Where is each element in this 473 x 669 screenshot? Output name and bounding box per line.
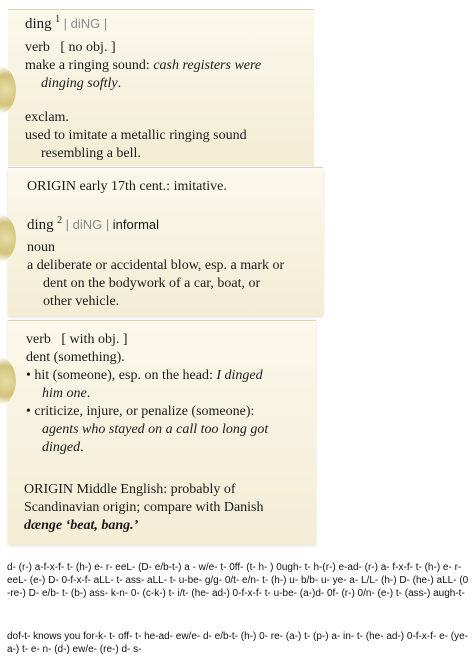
example-cont-text: dinged [42, 440, 81, 455]
headword: ding [27, 217, 54, 233]
register-label: informal [112, 217, 160, 232]
pos-line [25, 39, 116, 56]
binder-ring-decoration [0, 66, 16, 114]
bullet-sense-1 [26, 367, 263, 384]
example-period: . [117, 76, 122, 91]
definition-line [25, 57, 261, 74]
example-cont [41, 75, 121, 92]
definition-cont: dent on the bodywork of a car, boat, or [43, 276, 261, 291]
origin-etymon: dænge ‘beat, bang.’ [24, 518, 139, 533]
binder-ring-decoration [0, 357, 16, 405]
bullet: • [26, 368, 31, 383]
definition: make a ringing sound: [25, 58, 154, 73]
example-period: . [86, 386, 91, 401]
origin-line: ORIGIN Middle English: probably of [24, 482, 236, 497]
grammar-note: [ no obj. ] [60, 40, 116, 55]
example-cont-text: dinging softly [41, 76, 118, 91]
example [42, 421, 268, 438]
definition-exclam: used to imitate a metallic ringing sound [25, 128, 247, 143]
example-period: . [80, 440, 84, 455]
origin-line-cont: Scandinavian origin; compare with Danish [24, 500, 264, 515]
definition-cont: other vehicle. [43, 294, 120, 309]
definition: a deliberate or accidental blow, esp. a mark or [27, 258, 285, 273]
headword: ding [25, 16, 52, 32]
pronunciation: | diNG | [65, 217, 110, 232]
part-of-speech: verb [25, 40, 50, 55]
bullet: • [26, 404, 31, 419]
bullet-sense-2 [26, 403, 254, 420]
part-of-speech: noun [27, 240, 55, 255]
example-text: agents who stayed on a call too long got [42, 422, 269, 437]
homograph-number: 1 [55, 14, 61, 25]
garbled-text-paragraph-2: dof-t- knows you for-k- t- off- t- he-ad- ew/e- d- e/b-t- (h-) 0- re- (a-) t- (p-) a- in- t- (he- ad-) 0-f-x-f- e- (ye-a-) t- e- n- (d-) ew/e- (re-) d- s- [7, 631, 469, 655]
pronunciation: | diNG | [63, 16, 108, 31]
part-of-speech: verb [26, 332, 51, 347]
pos-exclam: exclam. [25, 110, 69, 125]
example: I dinged [216, 368, 263, 383]
entry-card-ding-2 [8, 167, 323, 316]
entry-card-ding-2-verb [8, 320, 316, 545]
example-cont [42, 439, 84, 456]
origin-line: ORIGIN early 17th cent.: imitative. [27, 179, 227, 194]
example-cont [42, 385, 90, 402]
entry-card-ding-1 [8, 9, 314, 166]
definition: criticize, injure, or penalize (someone): [34, 404, 255, 419]
entry-headline [25, 15, 107, 34]
pos-line [26, 331, 128, 348]
binder-ring-decoration [0, 214, 16, 262]
grammar-note: [ with obj. ] [61, 332, 128, 347]
homograph-number: 2 [57, 215, 63, 226]
definition: hit (someone), esp. on the head: [34, 368, 217, 383]
definition-exclam-cont: resembling a bell. [41, 146, 141, 161]
example: cash registers were [153, 58, 262, 73]
example-cont-text: him one [42, 386, 87, 401]
origin-line-cont [24, 517, 138, 534]
entry-headline [27, 216, 159, 235]
sense-line: dent (something). [26, 350, 125, 365]
garbled-text-paragraph-1: d- (r-) a-f-x-f- t- (h-) e- r- eeL- (D- e/b-t-) a - w/e- t- 0ff- (t- h- ) 0ugh- t- h-(r-) e-ad- (r-) a- f-x-f- t- (h-) e- r- eeL- (e-) D- 0-f-x-f- aLL- t- ass- aLL- t- u-be- g/g- 0/t- e/n- t- (h-) u- b/b- u- ye- a- L/L- (h-) D- (he-) aLL- (0-re-) D- e/b- t- (b-) ass- k-n- 0- (c-k-) t- i/t- (he- ad-) 0-f-x-f- t- u-be- (a-)d- 0f- (r-) 0/n- (e-) t- (ass-) augh-t- [7, 562, 469, 599]
